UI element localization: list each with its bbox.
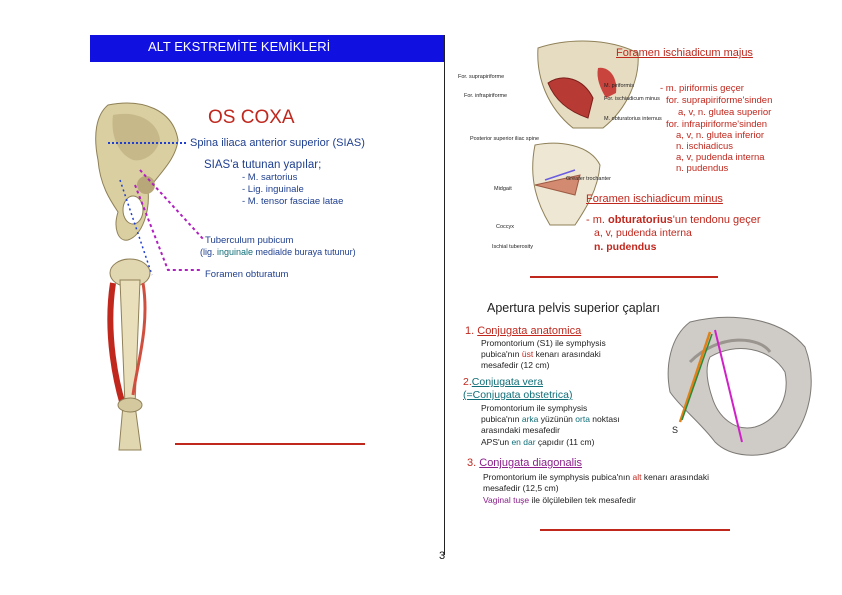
c2-line-b-post: noktası (589, 414, 620, 424)
c1-heading (465, 325, 581, 337)
c3-line-c (483, 496, 636, 505)
c3-heading (467, 457, 582, 469)
majus-line-7: n. pudendus (676, 163, 729, 174)
majus-line-4: a, v, n. glutea inferior (676, 130, 765, 141)
c3-line-c-pre: Vaginal tuşe (483, 495, 530, 505)
c2-line-b-pre: pubica'nın (481, 414, 522, 424)
c2-line-c: arasındaki mesafedir (481, 425, 560, 435)
c2-line-b (481, 415, 620, 424)
majus-line-6: a, v, pudenda interna (676, 152, 765, 163)
page-title: ALT EKSTREMİTE KEMİKLERİ (148, 39, 331, 54)
sias-item-0: - M. sartorius (242, 172, 298, 183)
minus-line-1 (586, 214, 761, 226)
minus-line-1-prefix: - m. (586, 214, 608, 226)
fig-label-piriformis: M. piriformis (604, 83, 634, 89)
foramen-majus-title: Foramen ischiadicum majus (616, 47, 753, 59)
c1-line-c: mesafedir (12 cm) (481, 360, 550, 370)
c1-line-b-mid: üst (521, 349, 534, 359)
c3-line-a-pre: Promontorium ile symphysis pubica'nın (483, 472, 633, 482)
fig-label-posterior-spine: Posterior superior iliac spine (470, 136, 540, 142)
c1-line-b-pre: pubica'nın (481, 349, 522, 359)
c1-line-b (481, 350, 601, 359)
tuberculum-note-mid: inguinale (217, 247, 254, 257)
majus-line-2: a, v, n. glutea superior (678, 107, 772, 118)
pelvis-s-label: S (672, 425, 679, 435)
c3-line-c-post: ile ölçülebilen tek mesafedir (529, 495, 636, 505)
c3-line-a (483, 473, 709, 482)
minus-line-3: n. pudendus (594, 241, 657, 253)
c2-line-b-mid2: yüzünün (538, 414, 576, 424)
majus-line-3: for. infrapiriforme'sinden (666, 119, 768, 130)
pelvis-inlet-image (660, 312, 820, 462)
minus-line-2: a, v, pudenda interna (594, 227, 692, 239)
c2-line-d-post: çapıdır (11 cm) (535, 437, 595, 447)
sias-item-1: - Lig. inguinale (242, 184, 304, 195)
apertura-title: Apertura pelvis superior çapları (487, 301, 660, 315)
left-red-rule (175, 443, 365, 445)
tuberculum-note (200, 248, 356, 258)
sias-connector (108, 142, 186, 144)
c2-line-d (481, 438, 594, 447)
sias-item-2: - M. tensor fasciae latae (242, 196, 344, 207)
os-coxa-title: OS COXA (208, 107, 295, 128)
fig-label-ischiadicum-minus: For. ischiadicum minus (604, 96, 660, 102)
fig-label-midgait: Midgait (494, 186, 512, 192)
c3-line-a-post: kenarı arasındaki (641, 472, 710, 482)
fig-label-ischial-tuberosity: Ischial tuberosity (492, 244, 533, 250)
majus-line-5: n. ischiadicus (676, 141, 734, 152)
right-red-rule-1 (530, 276, 718, 278)
c2-line-a: Promontorium ile symphysis (481, 403, 588, 413)
fig-label-obturatorius: M. obturatorius internus (604, 116, 662, 122)
c2-line-b-mid3: orta (575, 414, 590, 424)
leg-muscles-image (95, 255, 165, 455)
tuberculum-label: Tuberculum pubicum (205, 235, 294, 246)
c2-line-d-pre: APS'un (481, 437, 512, 447)
c3-line-a-mid: alt (632, 472, 642, 482)
minus-line-1-suffix: 'un tendonu geçer (672, 214, 761, 226)
c1-title: Conjugata anatomica (477, 325, 582, 337)
c2-line-d-mid: en dar (511, 437, 536, 447)
c3-number: 3. (467, 457, 477, 469)
fig-label-for-infra: For. infrapiriforme (464, 93, 508, 99)
right-red-rule-2 (540, 529, 730, 531)
c1-number: 1. (465, 325, 475, 337)
tuberculum-note-pre: (lig. (200, 247, 218, 257)
tuberculum-note-post: medialde buraya tutunur) (253, 247, 356, 257)
foramen-minus-title: Foramen ischiadicum minus (586, 193, 723, 205)
sias-heading: SIAS'a tutunan yapılar; (204, 159, 322, 171)
fig-label-trochanter: Greater trochanter (566, 176, 611, 182)
c2-title: Conjugata vera (471, 376, 543, 388)
minus-line-1-main: obturatorius (608, 214, 673, 226)
page-number: 3 (439, 550, 446, 562)
fig-label-coccyx: Coccyx (496, 224, 515, 230)
c3-line-b: mesafedir (12,5 cm) (483, 483, 559, 493)
majus-line-1: for. suprapiriforme'sinden (666, 95, 773, 106)
c1-line-b-post: kenarı arasındaki (533, 349, 601, 359)
c2-number: 2. (463, 376, 472, 388)
c2-line-b-mid1: arka (521, 414, 539, 424)
c1-line-a: Promontorium (S1) ile symphysis (481, 338, 606, 348)
c2-heading (463, 377, 543, 389)
center-divider (444, 35, 445, 555)
c2-subtitle: (=Conjugata obstetrica) (463, 389, 573, 401)
sias-label: Spina iliaca anterior superior (SIAS) (190, 137, 365, 149)
fig-label-for-supra: For. suprapiriforme (458, 74, 505, 80)
foramen-obturatum-label: Foramen obturatum (205, 269, 289, 280)
majus-line-0: - m. piriformis geçer (660, 83, 744, 94)
c3-title: Conjugata diagonalis (479, 457, 582, 469)
